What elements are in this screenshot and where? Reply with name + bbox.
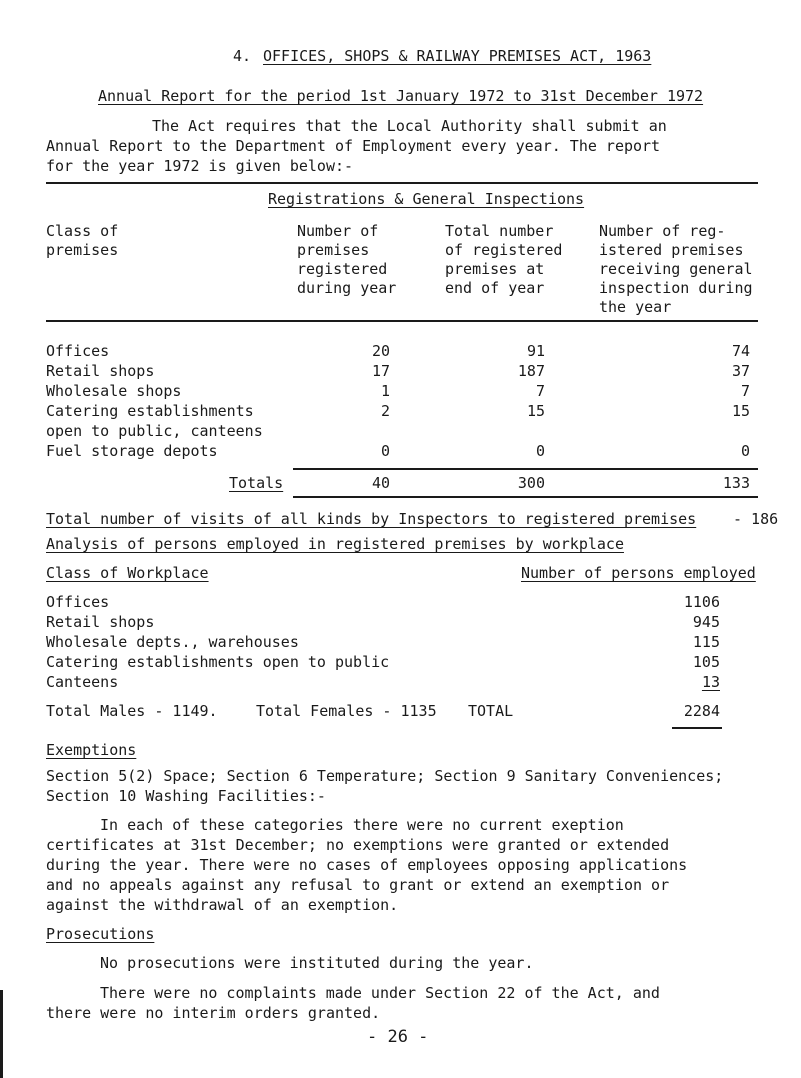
row-registered: 17: [371, 362, 390, 380]
analysis-label: Canteens: [46, 673, 119, 691]
analysis-value: 13: [701, 673, 720, 691]
section-title: OFFICES, SHOPS & RAILWAY PREMISES ACT, 1963: [263, 47, 652, 65]
page-number: - 26 -: [367, 1027, 429, 1047]
row-total: 15: [526, 402, 545, 420]
paragraph-line: and no appeals against any refusal to grant or extend an exemption or: [46, 876, 670, 894]
totals-top-rule: [293, 468, 758, 470]
intro-line: for the year 1972 is given below:-: [46, 157, 354, 175]
header-registered: Number of premises registered during year: [297, 222, 397, 297]
row-label: Catering establishments: [46, 402, 254, 420]
prosecutions-title: Prosecutions: [46, 925, 155, 943]
header-inspected: Number of reg- istered premises receiving general inspection during the year: [599, 222, 753, 316]
analysis-label: Wholesale depts., warehouses: [46, 633, 299, 651]
paragraph-line: during the year. There were no cases of employees opposing applications: [46, 856, 688, 874]
row-inspected: 74: [731, 342, 750, 360]
header-class: Class of premises: [46, 222, 119, 259]
analysis-title: Analysis of persons employed in registered premises by workplace: [46, 535, 624, 553]
analysis-col-class: Class of Workplace: [46, 564, 209, 582]
analysis-value: 945: [692, 613, 720, 631]
prosecutions-text: No prosecutions were instituted during the year.: [100, 954, 534, 972]
males-total: Total Males - 1149.: [46, 702, 218, 720]
row-inspected: 37: [731, 362, 750, 380]
registrations-title: Registrations & General Inspections: [268, 190, 585, 208]
row-registered: 2: [380, 402, 390, 420]
analysis-label: Catering establishments open to public: [46, 653, 390, 671]
row-total: 187: [517, 362, 545, 380]
header-total: Total number of registered premises at end of year: [445, 222, 563, 297]
row-label: Offices: [46, 342, 110, 360]
visits-value: - 186: [733, 510, 779, 528]
paragraph-line: against the withdrawal of an exemption.: [46, 896, 399, 914]
grand-total-value: 2284: [683, 702, 720, 720]
totals-bottom-rule: [293, 496, 758, 498]
exemptions-sections: Section 5(2) Space; Section 6 Temperature; Section 9 Sanitary Conveniences;: [46, 767, 724, 785]
paragraph-line: there were no interim orders granted.: [46, 1004, 381, 1022]
analysis-col-number: Number of persons employed: [521, 564, 756, 582]
grand-total-label: TOTAL: [468, 702, 514, 720]
analysis-value: 1106: [683, 593, 720, 611]
page-edge-mark: [0, 990, 3, 1078]
grand-total-rule: [672, 727, 722, 729]
paragraph-line: certificates at 31st December; no exemptions were granted or extended: [46, 836, 670, 854]
row-registered: 20: [371, 342, 390, 360]
totals-registered: 40: [371, 474, 390, 492]
row-label: Wholesale shops: [46, 382, 182, 400]
paragraph-line: In each of these categories there were no current exeption: [100, 816, 624, 834]
analysis-value: 105: [692, 653, 720, 671]
visits-line: Total number of visits of all kinds by Inspectors to registered premises: [46, 510, 697, 528]
analysis-label: Retail shops: [46, 613, 155, 631]
row-total: 7: [535, 382, 545, 400]
report-title: Annual Report for the period 1st January 1972 to 31st December 1972: [98, 87, 704, 105]
totals-total: 300: [517, 474, 545, 492]
row-total: 91: [526, 342, 545, 360]
table-top-rule: [46, 182, 758, 184]
analysis-label: Offices: [46, 593, 110, 611]
row-inspected: 7: [740, 382, 750, 400]
paragraph-line: There were no complaints made under Section 22 of the Act, and: [100, 984, 660, 1002]
row-label-continued: open to public, canteens: [46, 422, 263, 440]
row-total: 0: [535, 442, 545, 460]
analysis-value: 115: [692, 633, 720, 651]
totals-label: Totals: [229, 474, 284, 492]
section-number: 4.: [233, 47, 252, 65]
row-inspected: 15: [731, 402, 750, 420]
exemptions-sections: Section 10 Washing Facilities:-: [46, 787, 326, 805]
females-total: Total Females - 1135: [256, 702, 437, 720]
intro-line: The Act requires that the Local Authority shall submit an: [152, 117, 667, 135]
header-bottom-rule: [46, 320, 758, 322]
row-registered: 0: [380, 442, 390, 460]
row-inspected: 0: [740, 442, 750, 460]
row-registered: 1: [380, 382, 390, 400]
row-label: Retail shops: [46, 362, 155, 380]
row-label: Fuel storage depots: [46, 442, 218, 460]
exemptions-title: Exemptions: [46, 741, 137, 759]
intro-line: Annual Report to the Department of Employment every year. The report: [46, 137, 661, 155]
totals-inspected: 133: [722, 474, 750, 492]
